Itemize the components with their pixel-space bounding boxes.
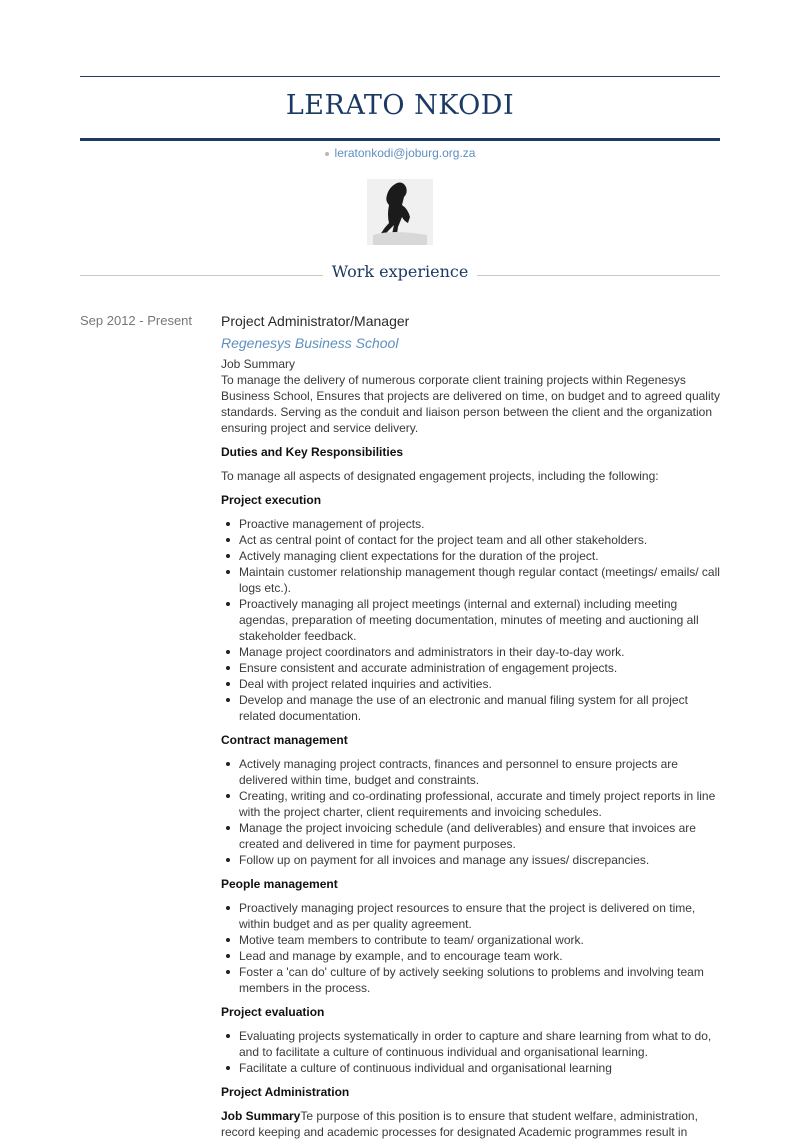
project-execution-list [221, 516, 721, 724]
list-item: Act as central point of contact for the project team and all other stakeholders. [239, 532, 721, 548]
contact-line [80, 146, 720, 160]
admin-summary [221, 1108, 721, 1140]
group-heading: Contract management [221, 733, 348, 747]
list-item: Proactively managing all project meetings (internal and external) including meeting agendas, preparation of meeting documentation, minutes of meeting and auctioning all stakeholder feedback. [239, 596, 721, 644]
email-link[interactable]: leratonkodi@joburg.org.za [334, 146, 476, 160]
list-item: Manage the project invoicing schedule (and deliverables) and ensure that invoices are created and delivered in time for payment purposes. [239, 820, 721, 852]
list-item: Follow up on payment for all invoices and manage any issues/ discrepancies. [239, 852, 721, 868]
contract-management-list [221, 756, 721, 868]
admin-summary-text: Te purpose of this position is to ensure that student welfare, administration, record keeping and academic processes for designated Academic programmes result in [221, 1109, 698, 1139]
person-silhouette-icon [367, 179, 433, 245]
list-item: Proactively managing project resources to ensure that the project is delivered on time, within budget and as per quality agreement. [239, 900, 721, 932]
list-item: Creating, writing and co-ordinating professional, accurate and timely project reports in line with the project charter, client requirements and invoicing schedules. [239, 788, 721, 820]
job-date-range: Sep 2012 - Present [80, 313, 193, 328]
job-title: Project Administrator/Manager [221, 313, 410, 329]
list-item: Actively managing project contracts, finances and personnel to ensure projects are delivered within time, budget and constraints. [239, 756, 721, 788]
list-item: Lead and manage by example, and to encourage team work. [239, 948, 721, 964]
list-item: Facilitate a culture of continuous individual and organisational learning [239, 1060, 721, 1076]
duties-heading: Duties and Key Responsibilities [221, 445, 404, 459]
bullet-dot-icon [325, 152, 329, 156]
avatar [367, 179, 433, 245]
project-administration-heading: Project Administration [221, 1085, 350, 1099]
list-item: Foster a 'can do' culture of by actively seeking solutions to problems and involving team members in the process. [239, 964, 721, 996]
list-item: Motive team members to contribute to team/ organizational work. [239, 932, 721, 948]
work-experience-header [80, 262, 720, 286]
section-title: Work experience [331, 262, 469, 281]
list-item: Maintain customer relationship management though regular contact (meetings/ emails/ call logs etc.). [239, 565, 720, 595]
list-item: Actively managing client expectations for the duration of the project. [239, 548, 721, 564]
list-item: Develop and manage the use of an electronic and manual filing system for all project related documentation. [239, 692, 721, 724]
top-rule [80, 76, 720, 77]
list-item: Deal with project related inquiries and activities. [239, 676, 721, 692]
people-management-list [221, 900, 721, 996]
name-underline [80, 138, 720, 141]
job-summary-label: Job Summary [221, 357, 296, 371]
candidate-name: LERATO NKODI [285, 90, 515, 121]
group-heading: Project evaluation [221, 1005, 325, 1019]
admin-summary-label: Job Summary [221, 1109, 301, 1123]
list-item: Ensure consistent and accurate administration of engagement projects. [239, 660, 721, 676]
list-item: Evaluating projects systematically in order to capture and share learning from what to do, and to facilitate a culture of continuous individual and organisational learning. [239, 1028, 721, 1060]
list-item: Proactive management of projects. [239, 516, 721, 532]
project-evaluation-list [221, 1028, 721, 1076]
duties-intro: To manage all aspects of designated engagement projects, including the following: [221, 469, 659, 483]
job-summary-text: To manage the delivery of numerous corporate client training projects within Regenesys Business School, Ensures that projects are delivered on time, on budget and to agreed quality standards. Serving as the conduit and liaison person between the client and the organization ensuring project and service delivery. [221, 373, 720, 435]
company-name: Regenesys Business School [221, 335, 399, 351]
group-heading: People management [221, 877, 338, 891]
divider-right [477, 275, 720, 276]
group-heading: Project execution [221, 493, 322, 507]
list-item: Manage project coordinators and administrators in their day-to-day work. [239, 644, 721, 660]
job-entry [221, 312, 721, 1148]
